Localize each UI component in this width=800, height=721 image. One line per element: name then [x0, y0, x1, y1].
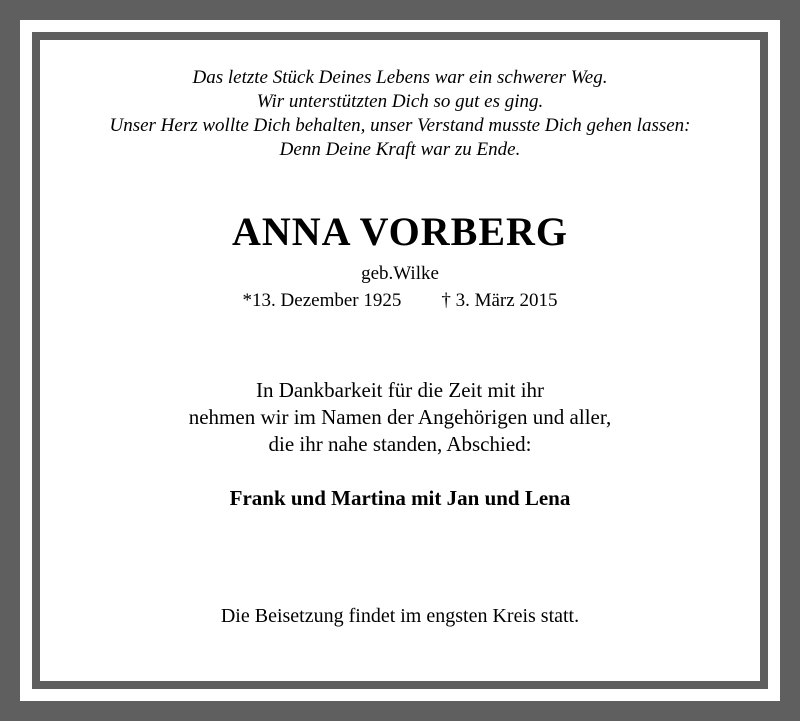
- thanks-text: [40, 377, 760, 458]
- life-dates: [40, 289, 760, 313]
- verse-line-3: Unser Herz wollte Dich behalten, unser Verstand musste Dich gehen lassen:: [109, 115, 691, 136]
- verse-line-1: Das letzte Stück Deines Lebens war ein schwerer Weg.: [192, 67, 608, 88]
- burial-note: Die Beisetzung findet im engsten Kreis statt.: [220, 605, 580, 627]
- obituary-card: [40, 40, 760, 681]
- family-names: Frank und Martina mit Jan und Lena: [229, 486, 571, 510]
- verse-line-4: Denn Deine Kraft war zu Ende.: [279, 139, 521, 160]
- death-date: † 3. März 2015: [441, 290, 558, 311]
- thanks-line-3: die ihr nahe standen, Abschied:: [268, 432, 532, 456]
- maiden-name: geb.Wilke: [361, 263, 439, 284]
- thanks-line-1: In Dankbarkeit für die Zeit mit ihr: [255, 378, 545, 402]
- thanks-line-2: nehmen wir im Namen der Angehörigen und aller,: [188, 405, 612, 429]
- birth-date: *13. Dezember 1925: [242, 290, 402, 311]
- memorial-verse: [40, 66, 760, 162]
- verse-line-2: Wir unterstützten Dich so gut es ging.: [256, 91, 544, 112]
- deceased-name: ANNA VORBERG: [231, 209, 569, 254]
